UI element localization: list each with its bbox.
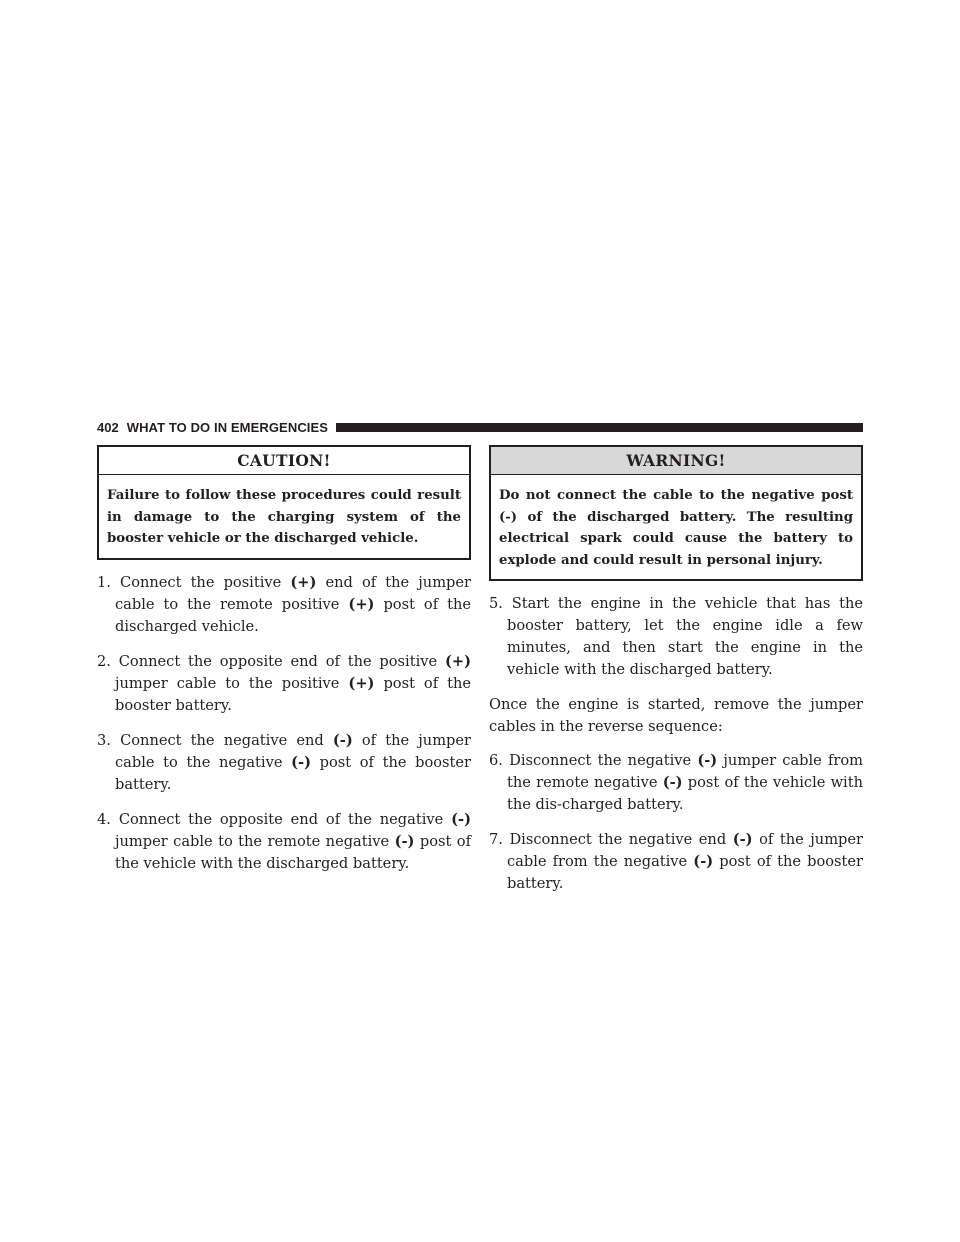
caution-title: CAUTION! xyxy=(99,447,469,475)
right-column xyxy=(489,445,863,908)
page-header xyxy=(97,418,863,436)
removal-steps xyxy=(489,750,863,895)
caution-text: Failure to follow these procedures could result in damage to the charging system of the booster vehicle or the discharged vehicle. xyxy=(107,488,461,546)
caution-box xyxy=(97,445,471,560)
page-number: 402 xyxy=(97,419,119,435)
list-item: 3. Connect the negative end (-) of the jumper cable to the negative (-) post of the booster battery. xyxy=(97,731,471,793)
list-item: 2. Connect the opposite end of the positive (+) jumper cable to the positive (+) post of the booster battery. xyxy=(97,652,471,714)
warning-title: WARNING! xyxy=(491,447,861,475)
section-title: WHAT TO DO IN EMERGENCIES xyxy=(126,419,329,435)
list-item: 6. Disconnect the negative (-) jumper cable from the remote negative (-) post of the vehicle with the dis-charged battery. xyxy=(489,752,863,813)
warning-text: Do not connect the cable to the negative post (-) of the discharged battery. The resulting electrical spark could cause the battery to explode and could result in personal injury. xyxy=(499,488,853,568)
header-rule xyxy=(336,423,863,432)
removal-intro: Once the engine is started, remove the jumper cables in the reverse sequence: xyxy=(489,696,863,735)
warning-box xyxy=(489,445,863,581)
connection-steps xyxy=(97,572,471,875)
left-column xyxy=(97,445,471,888)
list-item: 7. Disconnect the negative end (-) of the jumper cable from the negative (-) post of the booster battery. xyxy=(489,831,863,892)
list-item: 5. Start the engine in the vehicle that has the booster battery, let the engine idle a few minutes, and then start the engine in the vehicle with the discharged battery. xyxy=(489,595,863,678)
list-item: 1. Connect the positive (+) end of the jumper cable to the remote positive (+) post of the discharged vehicle. xyxy=(97,573,471,635)
list-item: 4. Connect the opposite end of the negative (-) jumper cable to the remote negative (-) post of the vehicle with the discharged battery. xyxy=(97,810,471,872)
